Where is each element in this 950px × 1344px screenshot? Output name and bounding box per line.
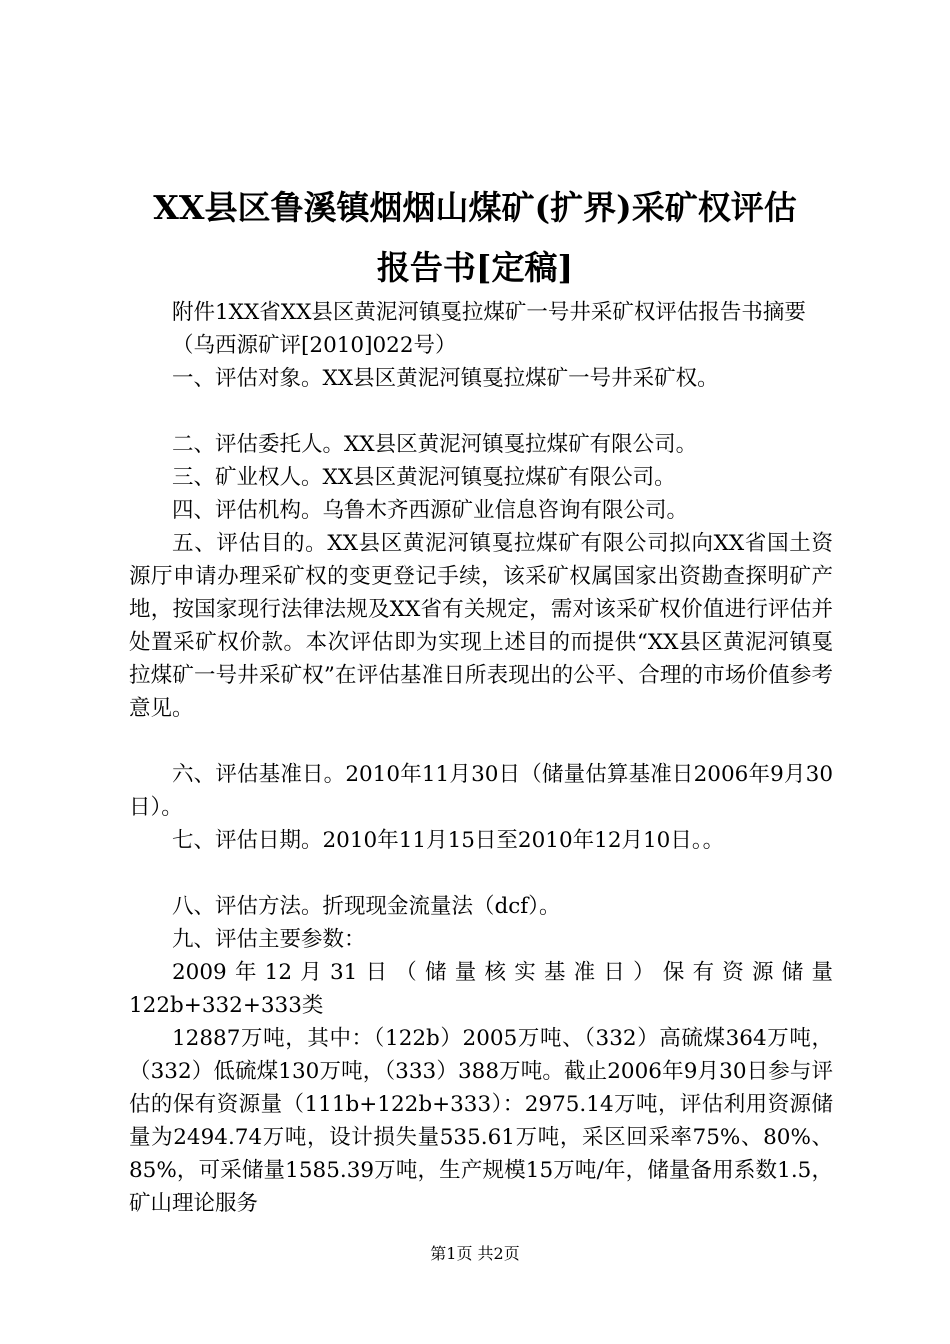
paragraph-purpose: 五、评估目的。XX县区黄泥河镇戛拉煤矿有限公司拟向XX省国土资源厅申请办理采矿权的变更登记手续，该采矿权属国家出资勘查探明矿产地，按国家现行法律法规及XX省有关规定，需对该采矿权价值进行评估并处置采矿权价款。本次评估即为实现上述目的而提供“XX县区黄泥河镇戛拉煤矿一号井采矿权”在评估基准日所表现出的公平、合理的市场价值参考意见。 <box>129 531 833 721</box>
paragraph-base-date: 六、评估基准日。2010年11月30日（储量估算基准日2006年9月30日）。 <box>129 762 833 820</box>
paragraph-reserves-date: 2009年12月31日（储量核实基准日）保有资源储量122b+332+333类 <box>129 960 833 1018</box>
paragraph-parameters-heading: 九、评估主要参数： <box>172 927 366 952</box>
paragraph-agency: 四、评估机构。乌鲁木齐西源矿业信息咨询有限公司。 <box>172 498 689 523</box>
document-body <box>129 296 833 1220</box>
paragraph-evaluation-period: 七、评估日期。2010年11月15日至2010年12月10日。。 <box>172 828 725 853</box>
paragraph-report-number: （乌西源矿评[2010]022号） <box>172 333 457 358</box>
paragraph-method: 八、评估方法。折现现金流量法（dcf）。 <box>172 894 561 919</box>
document-title-line-2: 报告书[定稿] <box>376 248 574 287</box>
paragraph-attachment-heading: 附件1XX省XX县区黄泥河镇戛拉煤矿一号井采矿权评估报告书摘要 <box>172 300 806 325</box>
paragraph-reserves-detail: 12887万吨，其中：（122b）2005万吨、（332）高硫煤364万吨，（332）低硫煤130万吨，（333）388万吨。截止2006年9月30日参与评估的保有资源量（111b+122b+333）：2975.14万吨，评估利用资源储量为2494.74万吨，设计损失量535.61万吨，采区回采率75%、80%、85%，可采储量1585.39万吨，生产规模15万吨/年，储量备用系数1.5，矿山理论服务 <box>129 1026 833 1216</box>
paragraph-evaluation-object: 一、评估对象。XX县区黄泥河镇戛拉煤矿一号井采矿权。 <box>172 366 719 391</box>
page-footer: 第1页 共2页 <box>430 1244 520 1263</box>
paragraph-rights-holder: 三、矿业权人。XX县区黄泥河镇戛拉煤矿有限公司。 <box>172 465 676 490</box>
paragraph-client: 二、评估委托人。XX县区黄泥河镇戛拉煤矿有限公司。 <box>172 432 698 457</box>
document-title-line-1: XX县区鲁溪镇烟烟山煤矿(扩界)采矿权评估 <box>153 188 797 227</box>
